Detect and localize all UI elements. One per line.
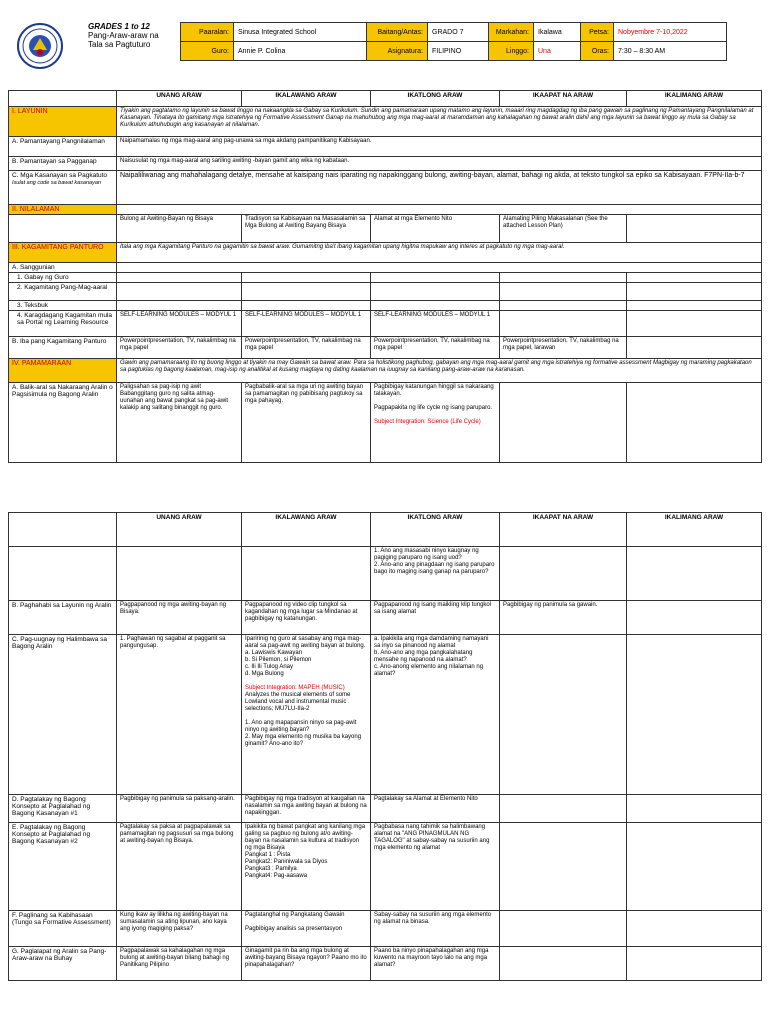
section-nilalaman: II. NILALAMAN xyxy=(9,205,117,215)
form-header xyxy=(10,18,763,76)
day-3-header: IKATLONG ARAW xyxy=(371,91,500,107)
form-title: GRADES 1 to 12 Pang-Araw-araw na Tala sa Pagtuturo xyxy=(88,22,159,49)
date-value: Nobyembre 7-10,2022 xyxy=(614,23,727,42)
lesson-table-page1: UNANG ARAW IKALAWANG ARAW IKATLONG ARAW IKAAPAT NA ARAW IKALIMANG ARAW I. LAYUNIN Tiyakin ang pagtatamo ng layunin sa bawat linggo na nakaangkla sa Gabay sa Kurikulum. Sundin ang pamamaraan upang matamo ang layunin, maaari ring magdagdag ng iba pang gawain sa paglinang ng Pamantayang Pangnilalaman at Kasanayan. Tinataya ito gamitang mga istratehiya ng Formative Assessment Ganap na mahuhubog ang mga mag-aaral at maramdaman ang kahalagahan ng bawat aralin dahil ang mga layunin sa bawat linggo ay mula sa Gabay sa Kurikulum athuhubugin ang kasanayan at nilalaman. A. Pamantayang Pangnilalaman Naipamamalas ng mga mag-aaral ang pag-unawa sa mga akdang pampanitikang Kabisayaan. B. Pamantayan sa Pagganap Naisusulat ng mga mag-aaral ang sariling awiting -bayan gamit ang wika ng kabataan. C. Mga Kasanayan sa Pagkatuto Isulat ang code sa bawat kasanayan Naipaliliwanag ang mahahalagang detalye, mensahe at kaisipang nais iparating ng napakinggang bulong, awiting-bayan, alamat, bahagi ng akda, at teksto tungkol sa epiko sa Kabisayaan. F7PN-IIa-b-7 II. NILALAMAN Bulong at Awiting-Bayan ng Bisaya Tradisyon sa Kabisayaan na Masasalamin sa Mga Bulong at Awiting Bayang Bisaya Alamat at mga Elemento Nito Alamating Piling Makasalanan (See the attached Lesson Plan) III. KAGAMITANG PANTURO Itala ang mga Kagamitang Panturo na gagamitin sa bawat araw. Gumamitng iba't ibang kagamitan upang higitna mapukaw ang interes at pagkatuto ng mga mag-aaral. A. Sanggunian 1. Gabay ng Guro 2. Kagamitang Pang-Mag-aaral 3. Teksbuk 4. Karagdagang Kagamitan mula sa Portal ng Learning Resource SELF-LEARNING MODULES – MODYUL 1 SELF-LEARNING MODULES – MODYUL 1 SELF-LEARNING MODULES – MODYUL 1 B. Iba pang Kagamitang Panturo Powerpointpresentation, TV, nakalimbag na mga papel Powerpointpresentation, TV, nakalimbag na mga papel Powerpointpresentation, TV, nakalimbag na mga papel Powerpointpresentation, TV, nakalimbag na mga papel, larawan IV. PAMAMARAAN Gawin ang pamamaraang ito ng buong linggo at tiyakin na may Gawain sa bawat araw. Para sa holistikong paghubog, gabayan ang mga mag-aaral gamit ang mga istratehiya ng formative assessment Magbigay ng maraming pagkakataon sa pagtuklas ng bagong kaalaman, mag-isip ng analitikal at kusang magtaya ng dating kaalaman na iuugnay sa kanilang pang-araw-araw na karanasan. A. Balik-aral sa Nakaraang Aralin o Pagsisimula ng Bagong Aralin Paligsahan sa pag-isip ng awit Babanggitang guro ng salita atmag-uunahan ang bawat pangkat sa pag-awit kalakip ang salitang binanggit ng guro. Pagbabalik-aral sa mga uri ng awiting bayan sa pamamagitan ng pabibisang pagtukoy sa mga pahayag. Pagbibigay katanungan hinggil sa nakaraang talakayan. Pagpapakita ng life cycle ng isang paruparo. Subject Integration: Science (Life Cycle) xyxy=(8,90,762,463)
school-name: Sinusa Integrated School xyxy=(234,23,367,42)
deped-seal-icon xyxy=(16,22,64,70)
section-layunin: I. LAYUNIN xyxy=(9,107,117,137)
day-2-header: IKALAWANG ARAW xyxy=(242,91,371,107)
lesson-table-page2: UNANG ARAW IKALAWANG ARAW IKATLONG ARAW IKAAPAT NA ARAW IKALIMANG ARAW 1. Ano ang masasabi ninyo kaugnay ng pagiging paruparo ng isang uod? 2. Ano-ano ang pinagdaan ng isang paruparo bago ito maging isang ganap na paruparo? B. Paghahabi sa Layunin ng Aralin Pagpapanood ng mga awiting-bayan ng Bisaya. Pagpapanood ng video clip tungkol sa kagandahan ng mga lugar sa Mindanao at pagbibigay ng katanungan. Pagpapanood ng isang maikling klip tungkol sa isang alamat Pagbibigay ng panimula sa gawain. C. Pag-uugnay ng Halimbawa sa Bagong Aralin 1. Paghawan ng sagabal at pagganit sa pangungusap. Iparirinig ng guro at sasabay ang mga mag-aaral sa pag-awit ng awiting bayan at bulong. a. Lawiswis Kawayan b. Si Pilemon, si Pilemon c. Ili Ili Tulog Anay d. Mga Bulong Subject Integration: MAPEH (MUSIC) Analyzes the musical elements of some Lowland vocal and instrumental music selections; MU7LU-IIa-2 1. Ano ang mapapansin ninyo sa pag-awit ninyo ng awiting bayan? 2. May mga elemento ng musika ba kayong ginamit? Ano-ano ito? a. Ipakikita ang mga damdaming namayani sa inyo sa pinanood ng alamat b. Ano-ano ang mga pangkalahatang mensahe ng napanood na alamat? c. Ano-anong elemento ang nilalaman ng alamat? D. Pagtalakay ng Bagong Konsepto at Paglalahad ng Bagong Kasanayan #1 Pagbibigay ng panimula sa paksang-aralin. Pagbibigay ng mga tradisyon at kaugalian na nasalamin sa mga awiting bayan at bulong na napakinggan. Pagtalakay sa Alamat at Elemento Nito E. Pagtalakay ng Bagong Konsepto at Paglalahad ng Bagong Kasanayan #2 Pagtalakay sa paksa at pagpapalawak sa pamamagitan ng pagsusuri sa mga bulong at awiting-bayan ng Bisaya. Ipakikita ng bawat pangkat ang kanilang mga galing sa pagbuo ng bulong at/o awiting-bayan na nasalamin sa kultura at tradisyon ng mga Bisaya Pangkat 1 : Pista Pangkat2: Paniniwala sa Diyos Pangkat3 : Pamilya Pangkat4: Pag-aasawa Pagbabasa nang tahimik sa halimbawang alamat na "ANG PINAGMULAN NG TAGALOG" at sabay-sabay na susuriin ang mga elemento ng alamat F. Paglinang sa Kabihasaan (Tungo sa Formative Assessment) Kung ikaw ay lilikha ng awiting-bayan na sumasalamin sa ating lipunan, ano kaya ang iyong magiging paksa? Pagtatanghal ng Pangkatang Gawain Pagbibigay analisis sa presentasyon Sabay-sabay na susuriin ang mga elemento ng alamat na binasa. G. Paglalapat ng Aralin sa Pang-Araw-araw na Buhay Pagpapalawak sa kahalagahan ng mga bulong at awiting-bayan bilang bahagi ng Panitikang Pilipino Ginagamit pa rin ba ang mga bulong at awiting-bayang Bisaya ngayon? Paano mo ito pinapahalagahan? Paano ba ninyo pinapahalagahan ang mga kuwento na mayroon tayo lalo na ang mga alamat? xyxy=(8,512,762,981)
day-1-header: UNANG ARAW xyxy=(117,91,242,107)
section-pamamaraan: IV. PAMAMARAAN xyxy=(9,359,117,383)
day-4-header: IKAAPAT NA ARAW xyxy=(500,91,627,107)
header-info-table: Paaralan: Sinusa Integrated School Baitang/Antas: GRADO 7 Markahan: Ikalawa Petsa: Nobyembre 7-10,2022 Guro: Annie P. Colina Asignatura: FILIPINO Linggo: Una Oras: 7:30 – 8:30 AM xyxy=(180,22,727,61)
section-kagamitan: III. KAGAMITANG PANTURO xyxy=(9,243,117,263)
teacher-name: Annie P. Colina xyxy=(234,42,367,61)
day-5-header: IKALIMANG ARAW xyxy=(627,91,762,107)
